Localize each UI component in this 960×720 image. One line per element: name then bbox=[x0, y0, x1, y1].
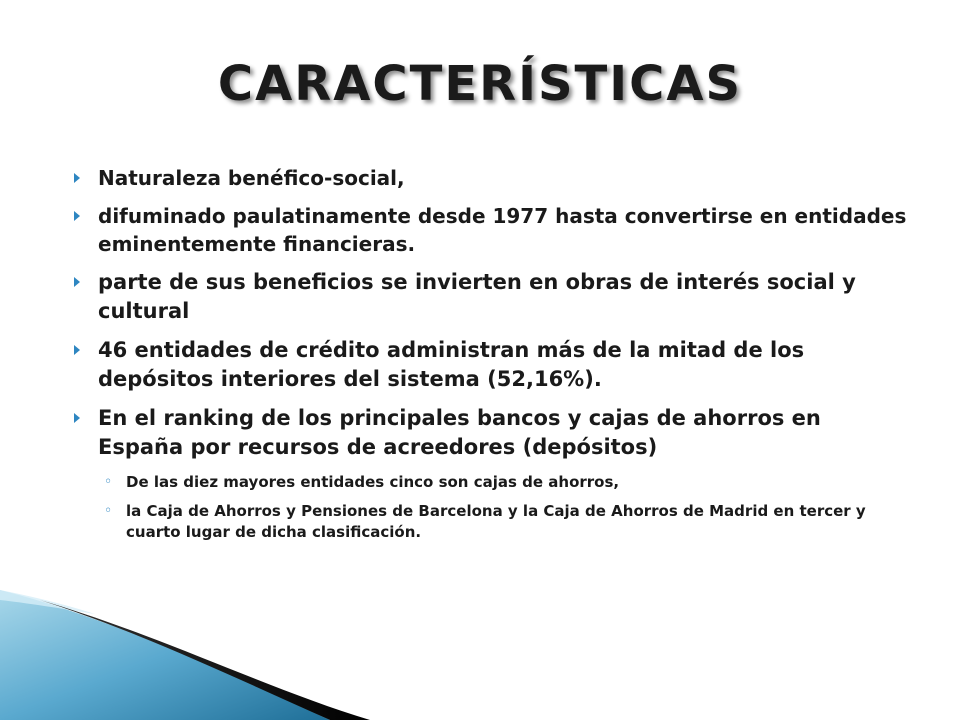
triangle-bullet-icon bbox=[74, 345, 80, 355]
triangle-bullet-icon bbox=[74, 173, 80, 183]
sub-bullet-item bbox=[104, 472, 908, 493]
bullet-item bbox=[98, 268, 908, 326]
triangle-bullet-icon bbox=[74, 211, 80, 221]
swoosh-blue-shape bbox=[0, 590, 330, 720]
bullet-item bbox=[98, 404, 908, 462]
sub-bullet-text: De las diez mayores entidades cinco son cajas de ahorros, bbox=[126, 473, 620, 491]
circle-bullet-icon: ◦ bbox=[104, 474, 113, 490]
triangle-bullet-icon bbox=[74, 277, 80, 287]
triangle-bullet-icon bbox=[74, 413, 80, 423]
bullet-text: difuminado paulatinamente desde 1977 hasta convertirse en entidades eminentemente financieras. bbox=[98, 204, 907, 256]
bullet-text: Naturaleza benéfico-social, bbox=[98, 166, 405, 190]
page-title: CARACTERÍSTICAS bbox=[217, 56, 743, 112]
bullet-text: parte de sus beneficios se invierten en obras de interés social y cultural bbox=[98, 270, 856, 323]
bullet-item bbox=[98, 202, 908, 258]
bullet-list bbox=[98, 164, 908, 551]
bullet-text: En el ranking de los principales bancos y cajas de ahorros en España por recursos de acreedores (depósitos) bbox=[98, 406, 821, 459]
bullet-text: 46 entidades de crédito administran más de la mitad de los depósitos interiores del sistema (52,16%). bbox=[98, 338, 805, 391]
bullet-item bbox=[98, 164, 908, 192]
swoosh-dark-stroke bbox=[40, 600, 370, 720]
sub-bullet-text: la Caja de Ahorros y Pensiones de Barcelona y la Caja de Ahorros de Madrid en tercer y cuarto lugar de dicha clasificación. bbox=[126, 502, 866, 541]
sub-bullet-item bbox=[104, 501, 908, 543]
swoosh-highlight bbox=[0, 590, 95, 614]
circle-bullet-icon: ◦ bbox=[104, 503, 113, 519]
bullet-item bbox=[98, 336, 908, 394]
